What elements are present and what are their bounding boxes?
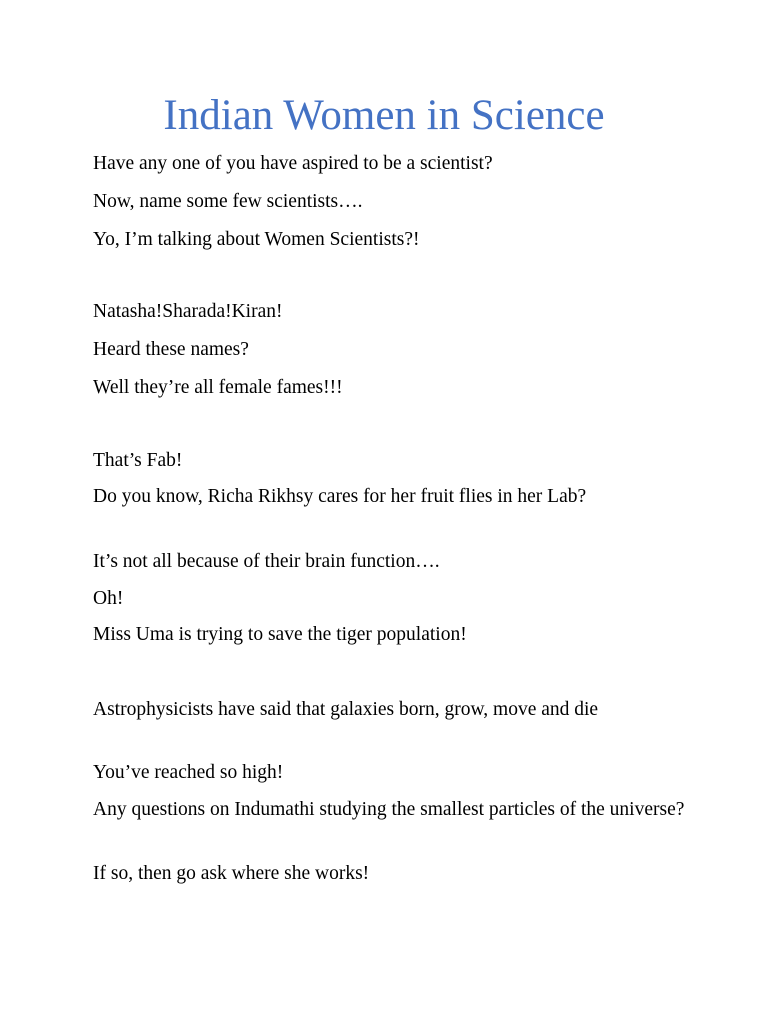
poem-line-2: Now, name some few scientists…. <box>93 191 363 212</box>
poem-line-10: Oh! <box>93 588 124 609</box>
poem-line-3: Yo, I’m talking about Women Scientists?! <box>93 229 420 250</box>
poem-line-13: You’ve reached so high! <box>93 762 284 783</box>
poem-line-14: Any questions on Indumathi studying the smallest particles of the universe? <box>93 799 685 820</box>
poem-line-12: Astrophysicists have said that galaxies born, grow, move and die <box>93 699 599 720</box>
document-title: Indian Women in Science <box>163 92 605 139</box>
poem-line-8: Do you know, Richa Rikhsy cares for her fruit flies in her Lab? <box>93 486 587 507</box>
poem-line-7: That’s Fab! <box>93 450 183 471</box>
poem-line-11: Miss Uma is trying to save the tiger population! <box>93 624 467 645</box>
poem-line-9: It’s not all because of their brain function…. <box>93 551 440 572</box>
poem-line-6: Well they’re all female fames!!! <box>93 377 343 398</box>
poem-line-4: Natasha!Sharada!Kiran! <box>93 301 283 322</box>
poem-line-1: Have any one of you have aspired to be a scientist? <box>93 153 493 174</box>
poem-line-15: If so, then go ask where she works! <box>93 863 370 884</box>
poem-line-5: Heard these names? <box>93 339 249 360</box>
